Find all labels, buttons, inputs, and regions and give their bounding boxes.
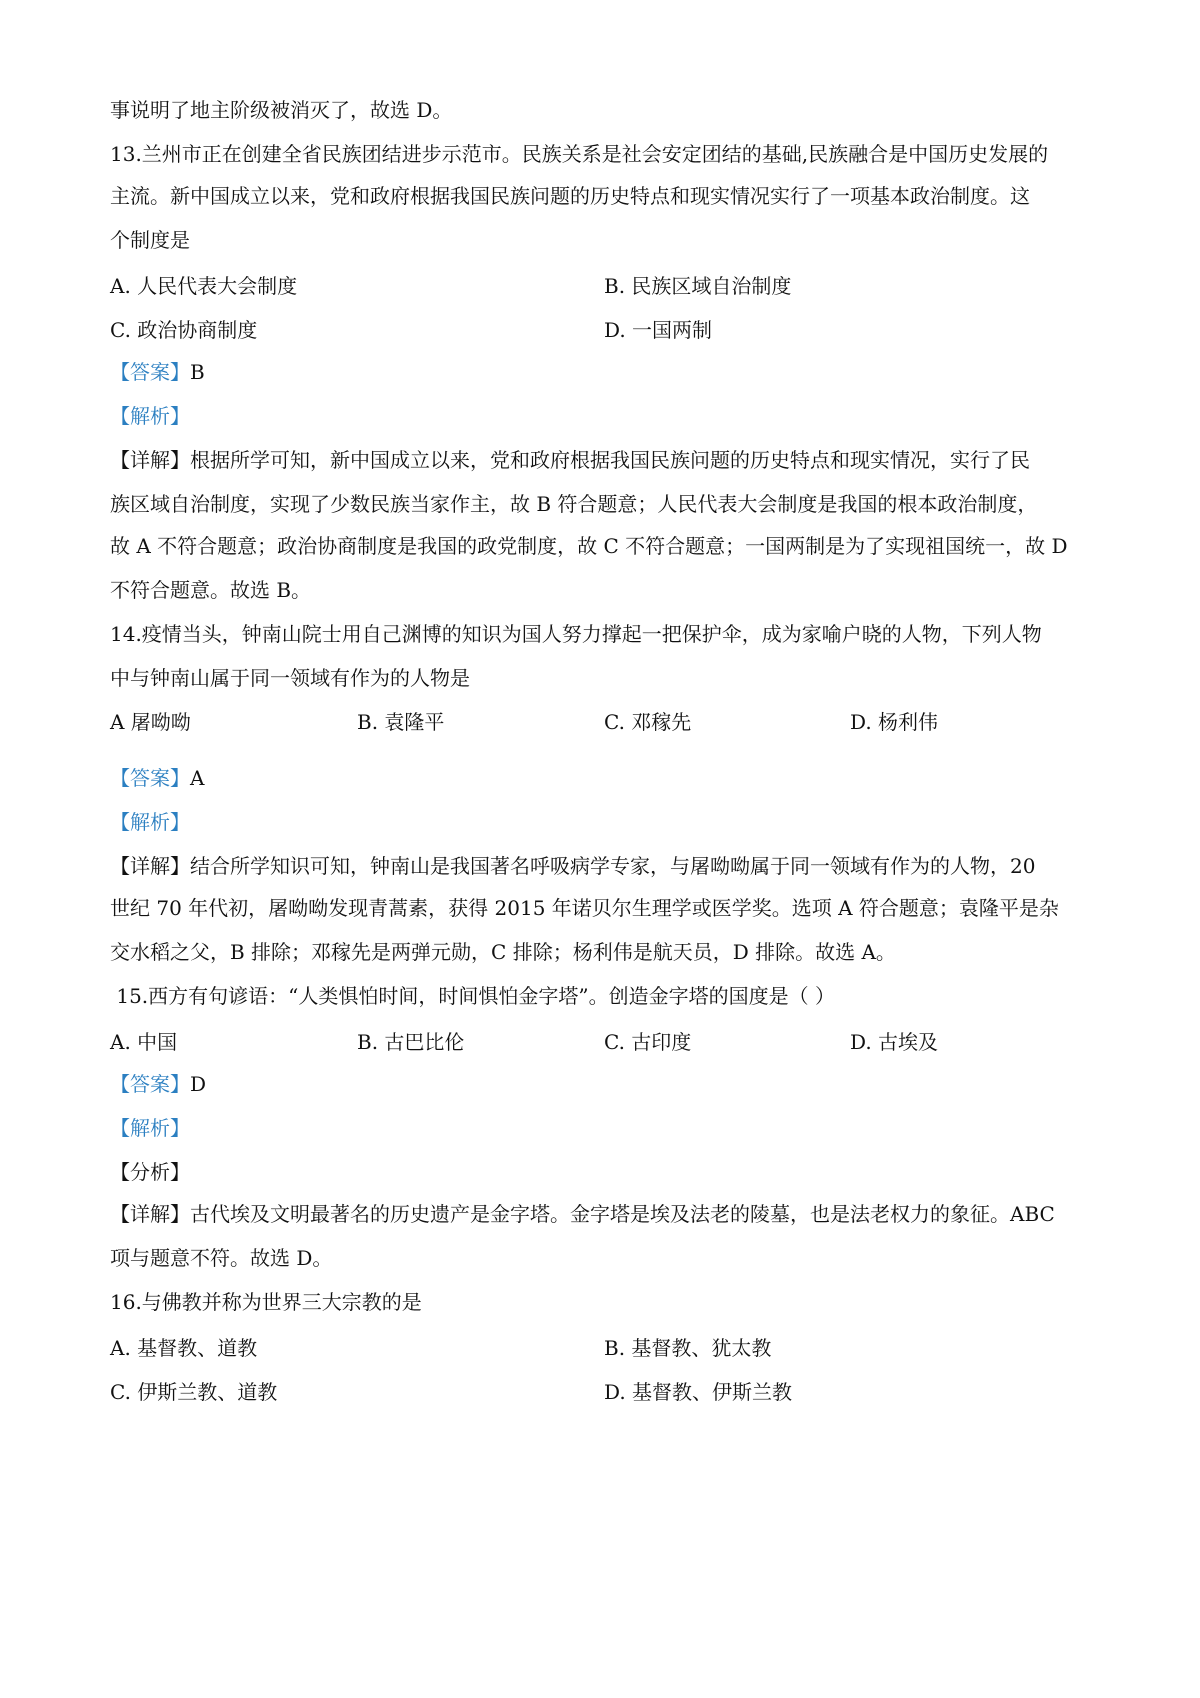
q13-options-row1 — [0, 270, 1200, 298]
q13-stem-line2: 主流。新中国成立以来，党和政府根据我国民族问题的历史特点和现实情况实行了一项基本政治制度。这 — [110, 184, 1030, 208]
detail-text: 古代埃及文明最著名的历史遗产是金字塔。金字塔是埃及法老的陵墓，也是法老权力的象征。ABC — [190, 1202, 1055, 1226]
q13-options-row2 — [0, 314, 1200, 342]
answer-label: 【答案】 — [110, 1072, 190, 1096]
q15-detail-line2: 项与题意不符。故选 D。 — [110, 1246, 333, 1270]
answer-value: B — [190, 360, 205, 384]
q15-options-row — [0, 1026, 1200, 1054]
q13-detail-line3: 故 A 不符合题意；政治协商制度是我国的政党制度，故 C 不符合题意；一国两制是为了实现祖国统一，故 D — [110, 534, 1068, 558]
q13-option-d: D. 一国两制 — [604, 318, 713, 342]
q13-option-c: C. 政治协商制度 — [110, 318, 258, 342]
q16-option-a: A. 基督教、道教 — [110, 1336, 258, 1360]
q14-options-row — [0, 706, 1200, 734]
q14-analysis — [110, 808, 1096, 836]
q14-detail-line3: 交水稻之父，B 排除；邓稼先是两弹元勋，C 排除；杨利伟是航天员，D 排除。故选 A。 — [110, 940, 896, 964]
q16-option-b: B. 基督教、犹太教 — [604, 1336, 772, 1360]
q15-analysis — [110, 1114, 1096, 1142]
q14-option-c: C. 邓稼先 — [604, 710, 692, 734]
q13-option-b: B. 民族区域自治制度 — [604, 274, 792, 298]
q13-detail-line4: 不符合题意。故选 B。 — [110, 578, 312, 602]
q14-stem-line1: 14.疫情当头，钟南山院士用自己渊博的知识为国人努力撑起一把保护伞，成为家喻户晓的人物，下列人物 — [110, 622, 1042, 646]
analysis-label: 【解析】 — [110, 810, 190, 834]
detail-text: 结合所学知识可知，钟南山是我国著名呼吸病学专家，与屠呦呦属于同一领域有作为的人物，20 — [190, 854, 1036, 878]
q13-detail-line2: 族区域自治制度，实现了少数民族当家作主，故 B 符合题意；人民代表大会制度是我国的根本政治制度， — [110, 492, 1038, 516]
detail-label: 【详解】 — [110, 854, 190, 878]
q13-analysis — [110, 402, 1096, 430]
answer-label: 【答案】 — [110, 360, 190, 384]
q15-detail-line1 — [110, 1200, 1096, 1228]
detail-text: 根据所学可知，新中国成立以来，党和政府根据我国民族问题的历史特点和现实情况，实行了民 — [190, 448, 1030, 472]
q15-option-a: A. 中国 — [110, 1030, 178, 1054]
answer-value: A — [190, 766, 205, 790]
answer-value: D — [190, 1072, 207, 1096]
q14-stem-line2: 中与钟南山属于同一领域有作为的人物是 — [110, 666, 470, 690]
q13-option-a: A. 人民代表大会制度 — [110, 274, 298, 298]
analysis-label: 【解析】 — [110, 1116, 190, 1140]
detail-label: 【详解】 — [110, 448, 190, 472]
answer-label: 【答案】 — [110, 766, 190, 790]
q16-options-row2 — [0, 1376, 1200, 1404]
q15-option-d: D. 古埃及 — [850, 1030, 939, 1054]
q15-option-b: B. 古巴比伦 — [357, 1030, 465, 1054]
q15-fenxi: 【分析】 — [110, 1160, 190, 1184]
q13-stem-line1: 13.兰州市正在创建全省民族团结进步示范市。民族关系是社会安定团结的基础,民族融合是中国历史发展的 — [110, 142, 1049, 166]
q13-answer — [110, 358, 1096, 386]
detail-label: 【详解】 — [110, 1202, 190, 1226]
q14-option-b: B. 袁隆平 — [357, 710, 445, 734]
q14-detail-line2: 世纪 70 年代初，屠呦呦发现青蒿素，获得 2015 年诺贝尔生理学或医学奖。选项 A 符合题意；袁隆平是杂 — [110, 896, 1059, 920]
q14-option-d: D. 杨利伟 — [850, 710, 939, 734]
q16-option-c: C. 伊斯兰教、道教 — [110, 1380, 278, 1404]
q15-answer — [110, 1070, 1096, 1098]
q16-options-row1 — [0, 1332, 1200, 1360]
q13-stem-line3: 个制度是 — [110, 228, 190, 252]
analysis-label: 【解析】 — [110, 404, 190, 428]
q16-stem-line1: 16.与佛教并称为世界三大宗教的是 — [110, 1290, 422, 1314]
q14-option-a: A 屠呦呦 — [110, 710, 191, 734]
q16-option-d: D. 基督教、伊斯兰教 — [604, 1380, 793, 1404]
q14-detail-line1 — [110, 852, 1096, 880]
q13-detail-line1 — [110, 446, 1096, 474]
q15-stem-line1: 15.西方有句谚语：“人类惧怕时间，时间惧怕金字塔”。创造金字塔的国度是（ ） — [110, 984, 835, 1008]
q14-answer — [110, 764, 1096, 792]
q15-option-c: C. 古印度 — [604, 1030, 692, 1054]
intro-line: 事说明了地主阶级被消灭了，故选 D。 — [110, 98, 453, 122]
